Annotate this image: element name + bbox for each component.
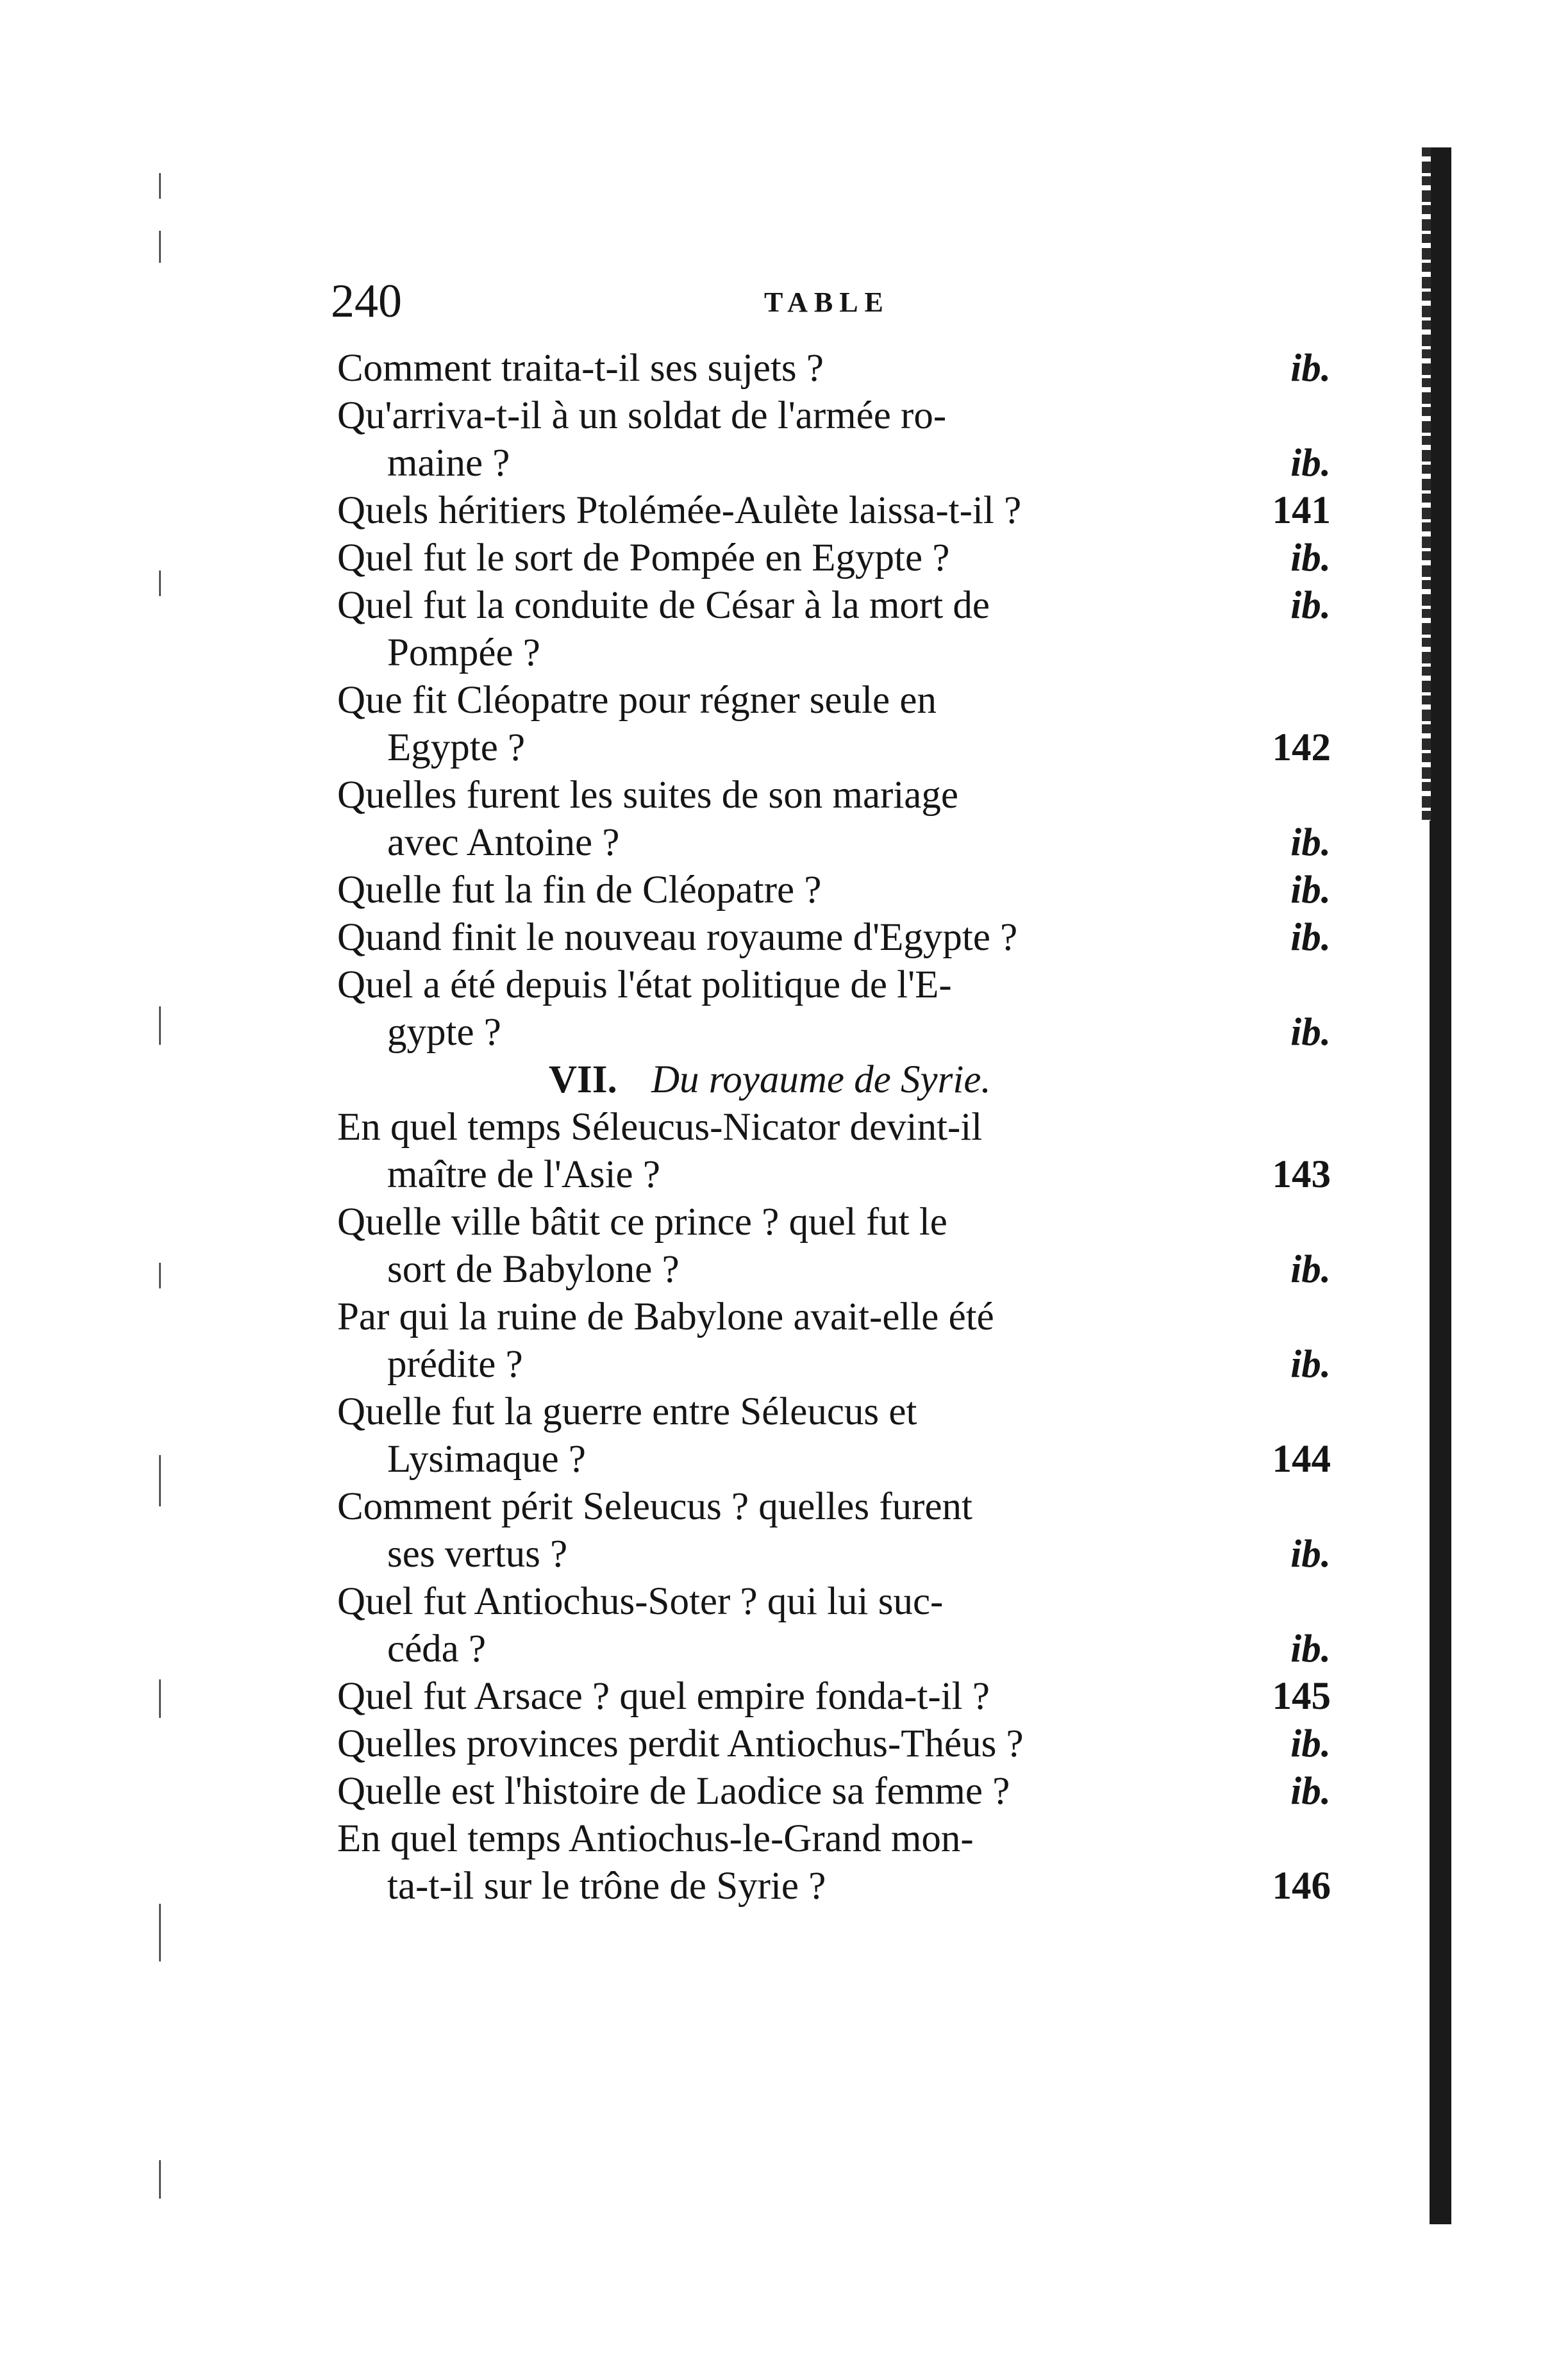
toc-line (337, 487, 1337, 535)
toc-line (337, 1578, 1337, 1626)
toc-page-ref: ib. (1290, 1770, 1331, 1813)
toc-entry-text: ses vertus ? (387, 1533, 568, 1576)
toc-line (337, 1863, 1337, 1910)
toc-page-ref: 142 (1272, 726, 1331, 769)
toc-page-ref: ib. (1290, 584, 1331, 627)
toc-line (337, 1768, 1337, 1815)
toc-entry-text: gypte ? (387, 1011, 501, 1054)
toc-entry-text: Qu'arriva-t-il à un soldat de l'armée ro- (337, 394, 947, 437)
toc-line (337, 1483, 1337, 1531)
toc-line (337, 1388, 1337, 1436)
toc-line (337, 1720, 1337, 1768)
toc-line (337, 1104, 1337, 1151)
toc-entry-text: sort de Babylone ? (387, 1248, 680, 1291)
toc-entry-text: Quel fut Antiochus-Soter ? qui lui suc- (337, 1580, 944, 1623)
toc-line (337, 961, 1337, 1009)
toc-entry-text: Lysimaque ? (387, 1438, 587, 1481)
toc-page-ref: ib. (1290, 821, 1331, 864)
toc-line (337, 582, 1337, 629)
toc-entry-text: Que fit Cléopatre pour régner seule en (337, 679, 937, 722)
toc-entry-text: En quel temps Séleucus-Nicator devint-il (337, 1106, 983, 1149)
toc-page-ref: ib. (1290, 537, 1331, 579)
toc-entry-text: Comment traita-t-il ses sujets ? (337, 347, 824, 390)
toc-line (337, 1294, 1337, 1341)
toc-line (337, 867, 1337, 914)
book-spine-edge (1430, 147, 1451, 2224)
toc-entry-text: Quelles provinces perdit Antiochus-Théus ? (337, 1722, 1024, 1765)
toc-line (337, 1815, 1337, 1863)
toc-line (337, 1009, 1337, 1056)
toc-entry-text: Egypte ? (387, 726, 526, 769)
toc-entry-text: Quelles furent les suites de son mariage (337, 774, 958, 817)
toc-entry-text: Quand finit le nouveau royaume d'Egypte ? (337, 916, 1018, 959)
toc-entry-text: Par qui la ruine de Babylone avait-elle été (337, 1295, 994, 1338)
toc-line (337, 1626, 1337, 1673)
toc-line (337, 772, 1337, 819)
toc-page-ref: 144 (1272, 1438, 1331, 1481)
toc-page-ref: ib. (1290, 1248, 1331, 1291)
toc-entry-text: Quel fut le sort de Pompée en Egypte ? (337, 537, 950, 579)
toc-page-ref: ib. (1290, 442, 1331, 485)
toc-line (337, 1673, 1337, 1720)
running-head: TABLE (764, 287, 890, 318)
toc-page-ref: ib. (1290, 1722, 1331, 1765)
toc-line (337, 1151, 1337, 1199)
toc-line (337, 535, 1337, 582)
toc-line (337, 1531, 1337, 1578)
toc-line (337, 629, 1337, 677)
section-heading (337, 1056, 1337, 1104)
page-number: 240 (331, 275, 402, 328)
toc-entry-text: Quelle est l'histoire de Laodice sa femme ? (337, 1770, 1010, 1813)
toc-line (337, 819, 1337, 867)
toc-entry-text: Pompée ? (387, 631, 540, 674)
toc-entry-text: maine ? (387, 442, 510, 485)
toc-entry-text: Quel fut Arsace ? quel empire fonda-t-il ? (337, 1675, 990, 1718)
toc-entry-text: maître de l'Asie ? (387, 1153, 660, 1196)
toc-line (337, 1436, 1337, 1483)
book-spine-shadow (1422, 147, 1431, 820)
page-header (331, 269, 1331, 333)
toc-entry-text: Comment périt Seleucus ? quelles furent (337, 1485, 972, 1528)
toc-page-ref: 146 (1272, 1865, 1331, 1908)
toc-page-ref: ib. (1290, 916, 1331, 959)
toc-entry-text: Quelle ville bâtit ce prince ? quel fut le (337, 1201, 947, 1244)
toc-entry-text: En quel temps Antiochus-le-Grand mon- (337, 1817, 974, 1860)
toc-line (337, 1341, 1337, 1388)
toc-line (337, 914, 1337, 961)
toc-line (337, 724, 1337, 772)
toc-entry-text: Quelle fut la guerre entre Séleucus et (337, 1390, 917, 1433)
toc-entry-text: céda ? (387, 1627, 487, 1670)
toc-page-ref: ib. (1290, 1011, 1331, 1054)
toc-line (337, 392, 1337, 440)
toc-entry-text: Quel a été depuis l'état politique de l'E- (337, 963, 952, 1006)
toc-entry-text: ta-t-il sur le trône de Syrie ? (387, 1865, 826, 1908)
toc-line (337, 1246, 1337, 1294)
toc-line (337, 1199, 1337, 1246)
table-of-contents (337, 345, 1337, 1910)
left-margin-marks (151, 173, 171, 2256)
toc-page-ref: ib. (1290, 869, 1331, 911)
toc-page-ref: 143 (1272, 1153, 1331, 1196)
toc-entry-text: avec Antoine ? (387, 821, 620, 864)
section-number: VII. (549, 1058, 617, 1101)
toc-page-ref: ib. (1290, 1343, 1331, 1386)
toc-page-ref: 141 (1272, 489, 1331, 532)
toc-entry-text: Quels héritiers Ptolémée-Aulète laissa-t-il ? (337, 489, 1022, 532)
toc-line (337, 345, 1337, 392)
toc-entry-text: Quelle fut la fin de Cléopatre ? (337, 869, 822, 911)
toc-line (337, 677, 1337, 724)
toc-page-ref: 145 (1272, 1675, 1331, 1718)
toc-entry-text: prédite ? (387, 1343, 523, 1386)
toc-page-ref: ib. (1290, 1533, 1331, 1576)
section-title: Du royaume de Syrie. (651, 1058, 991, 1101)
toc-entry-text: Quel fut la conduite de César à la mort de (337, 584, 990, 627)
toc-page-ref: ib. (1290, 347, 1331, 390)
toc-page-ref: ib. (1290, 1627, 1331, 1670)
toc-line (337, 440, 1337, 487)
